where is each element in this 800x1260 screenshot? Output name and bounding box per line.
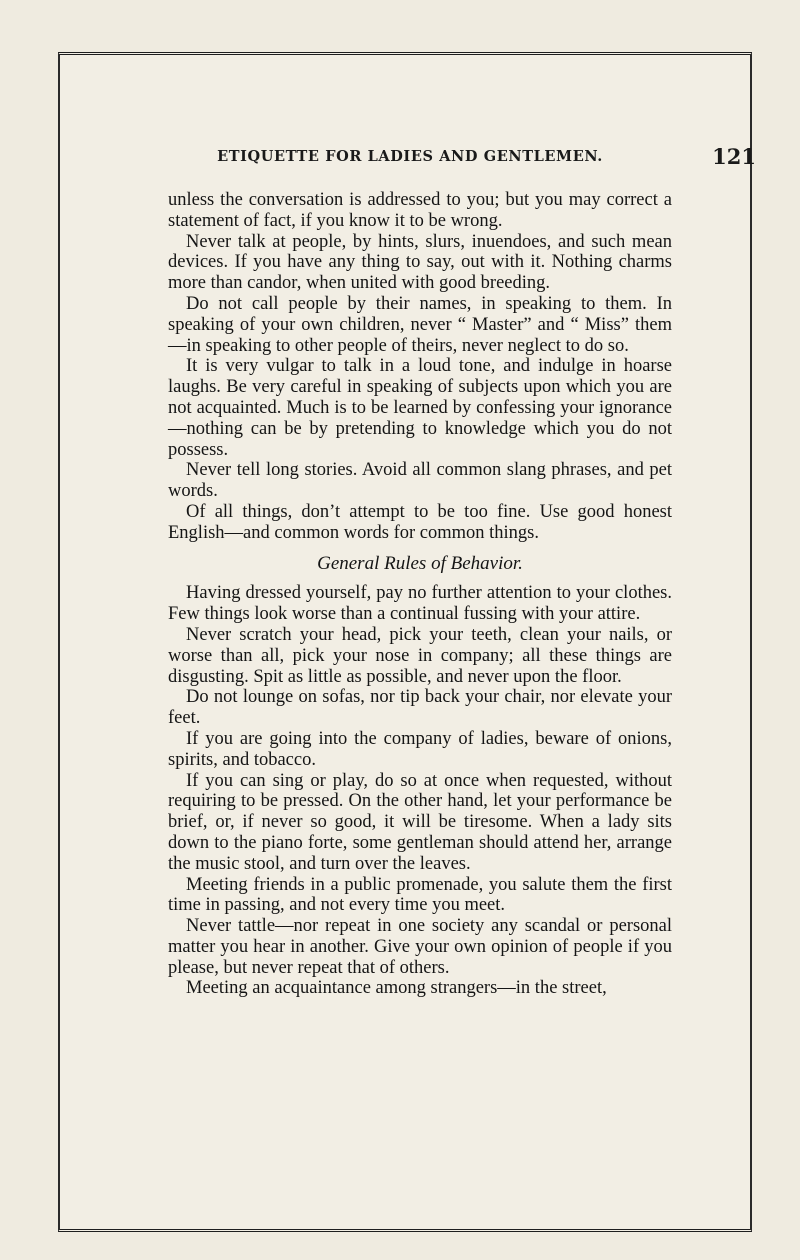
paragraph: It is very vulgar to talk in a loud tone, and indulge in hoarse laughs. Be very careful in speaking of subjects upon which you are not acquainted. Much is to be learned by confessing your ignorance—nothing can be by pretending to knowledge which you do not possess. — [168, 356, 672, 460]
paragraph: Never scratch your head, pick your teeth, clean your nails, or worse than all, pick your nose in company; all these things are disgusting. Spit as little as possible, and never upon the floor. — [168, 624, 672, 687]
paragraph: If you can sing or play, do so at once when requested, without requiring to be pressed. On the other hand, let your performance be brief, or, if never so good, it will be tiresome. When a lady sits down to the piano forte, some gentleman should attend her, arrange the music stool, and turn over the leaves. — [168, 770, 672, 874]
running-title: ETIQUETTE FOR LADIES AND GENTLEMEN. — [217, 148, 603, 165]
paragraph: Do not call people by their names, in speaking to them. In speaking of your own children, never “ Master” and “ Miss” them—in speaking to other people of theirs, never neglect to do so. — [168, 293, 672, 356]
paragraph: Meeting an acquaintance among strangers—in the street, — [186, 978, 607, 999]
paragraph: Never talk at people, by hints, slurs, inuendoes, and such mean devices. If you have any thing to say, out with it. Nothing charms more than candor, when united with good breeding. — [168, 231, 672, 294]
paragraph: unless the conversation is addressed to you; but you may correct a statement of fact, if you know it to be wrong. — [168, 190, 672, 231]
page-number: 121 — [712, 144, 756, 169]
section-heading: General Rules of Behavior. — [317, 552, 523, 574]
paragraph: Meeting friends in a public promenade, you salute them the first time in passing, and not every time you meet. — [168, 874, 672, 916]
paragraph: Never tell long stories. Avoid all common slang phrases, and pet words. — [168, 460, 672, 502]
body-text — [168, 190, 672, 999]
paragraph: Having dressed yourself, pay no further attention to your clothes. Few things look worse than a continual fussing with your attire. — [168, 583, 672, 625]
paragraph: If you are going into the company of ladies, beware of onions, spirits, and tobacco. — [168, 728, 672, 770]
paragraph: Never tattle—nor repeat in one society any scandal or personal matter you hear in another. Give your own opinion of people if you please, but never repeat that of others. — [168, 916, 672, 978]
paragraph: Of all things, don’t attempt to be too fine. Use good honest English—and common words for common things. — [168, 501, 672, 543]
paragraph: Do not lounge on sofas, nor tip back your chair, nor elevate your feet. — [168, 687, 672, 729]
running-head — [80, 144, 760, 172]
